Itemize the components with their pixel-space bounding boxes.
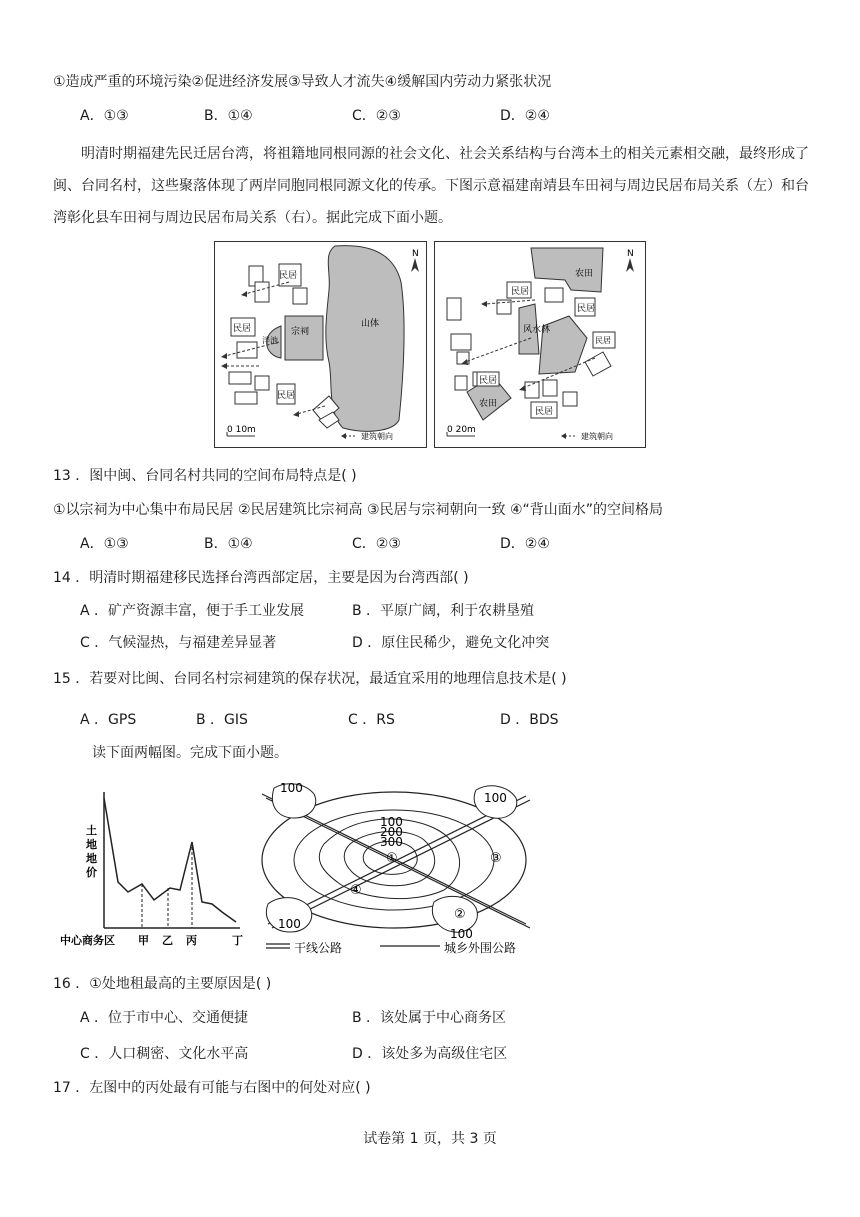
q16-option-b: B ．该处属于中心商务区: [352, 1010, 507, 1026]
q14-option-b: B ．平原广阔，利于农耕垦殖: [352, 603, 535, 619]
q15-stem: 15 ．若要对比闽、台同名村宗祠建筑的保存状况，最适宜采用的地理信息技术是( ): [53, 671, 567, 687]
q16-option-c: C ．人口稠密、文化水平高: [80, 1046, 249, 1062]
nanjing-village-map: [214, 241, 427, 448]
intro-2: 读下面两幅图。完成下面小题。: [92, 745, 288, 761]
legend-left: 建筑朝向: [361, 432, 393, 441]
mountain-label: 山体: [361, 319, 380, 329]
house-label-1: 民居: [279, 271, 298, 281]
scale-right: 0 20m: [447, 425, 476, 435]
q14-option-d: D ．原住民稀少，避免文化冲突: [352, 635, 550, 651]
north-arrow-icon: [626, 258, 634, 272]
marker-3: ③: [490, 851, 502, 866]
q14-stem: 14 ．明清时期福建移民选择台湾西部定居，主要是因为台湾西部( ): [53, 570, 469, 586]
fengshui-label: 风水林: [523, 325, 551, 335]
house-label-r3: 民居: [595, 336, 611, 345]
house-label-2: 民居: [233, 324, 252, 334]
marker-4: ④: [350, 883, 362, 898]
q13-option-c: C．②③: [352, 536, 401, 552]
ylabel-char-1: 土: [86, 824, 97, 837]
contour-label-300: 300: [380, 835, 403, 849]
q15-option-c: C ．RS: [348, 712, 395, 728]
north-label-right: N: [627, 249, 634, 259]
intro-paragraph: 明清时期福建先民迁居台湾，将祖籍地同根同源的社会文化、社会关系结构与台湾本土的相关元素相交融，最终形成了闽、台同名村，这些聚落体现了两岸同胞同根同源文化的传承。下图示意福建南靖县车田祠与周边民居布局关系（左）和台湾彰化县车田祠与周边民居布局关系（右）。据此完成下面小题。: [53, 146, 809, 226]
legend-trunk-road: 干线公路: [294, 941, 343, 955]
ylabel-char-2: 地: [86, 838, 97, 851]
contour-label-100: 100: [380, 815, 403, 829]
q12-option-b: B．①④: [204, 108, 253, 124]
contour-label-200: 200: [380, 825, 403, 839]
land-price-chart: [54, 772, 248, 952]
legend-right: 建筑朝向: [581, 432, 613, 441]
xlabel-yi: 乙: [162, 934, 173, 947]
house-label-r2: 民居: [577, 304, 596, 314]
q15-option-b: B ．GIS: [196, 712, 248, 728]
contour-label-nw: 100: [280, 781, 303, 795]
xlabel-bing: 丙: [186, 934, 197, 947]
q15-option-a: A ．GPS: [80, 712, 137, 728]
price-curve: [104, 798, 236, 922]
north-label-left: N: [412, 249, 419, 259]
q13-stem: 13 ．图中闽、台同名村共同的空间布局特点是( ): [53, 468, 357, 484]
marker-2: ②: [454, 907, 466, 922]
scale-left: 0 10m: [227, 425, 256, 435]
house-label-r5: 民居: [535, 407, 554, 417]
q13-option-a: A．①③: [80, 536, 129, 552]
contour-label-se: 100: [450, 927, 473, 941]
contour-label-sw: 100: [278, 917, 301, 931]
house-label-r4: 民居: [479, 376, 498, 386]
q12-stem: ①造成严重的环境污染②促进经济发展③导致人才流失④缓解国内劳动力紧张状况: [53, 74, 552, 90]
page-footer: 试卷第 1 页，共 3 页: [363, 1131, 497, 1147]
q13-option-d: D．②④: [500, 536, 550, 552]
q16-option-d: D ．该处多为高级住宅区: [352, 1046, 508, 1062]
q17-stem: 17 ．左图中的丙处最有可能与右图中的何处对应( ): [53, 1080, 371, 1096]
farmland-label-1: 农田: [575, 269, 594, 279]
city-rent-map: [254, 774, 544, 960]
zongci-label: 宗祠: [291, 327, 310, 337]
q12-option-d: D．②④: [500, 108, 550, 124]
house-label-r1: 民居: [511, 287, 530, 297]
q13-items: ①以宗祠为中心集中布局民居 ②民居建筑比宗祠高 ③民居与宗祠朝向一致 ④“背山面水”的空间格局: [53, 502, 664, 518]
xlabel-ding: 丁: [232, 934, 243, 947]
q16-option-a: A ．位于市中心、交通便捷: [80, 1010, 249, 1026]
q12-option-a: A．①③: [80, 108, 129, 124]
farmland-label-2: 农田: [479, 399, 498, 409]
legend-ring-road: 城乡外围公路: [444, 941, 517, 955]
q12-option-c: C．②③: [352, 108, 401, 124]
q13-option-b: B．①④: [204, 536, 253, 552]
ylabel-char-4: 价: [86, 866, 97, 879]
q16-stem: 16 ．①处地租最高的主要原因是( ): [53, 976, 272, 992]
xlabel-jia: 甲: [138, 934, 149, 947]
ylabel-char-3: 地: [86, 852, 97, 865]
xlabel-cbd: 中心商务区: [60, 934, 115, 947]
north-arrow-icon: [411, 258, 419, 272]
q15-option-d: D ．BDS: [500, 712, 559, 728]
zhanghua-village-map: [434, 241, 646, 448]
q14-option-a: A ．矿产资源丰富，便于手工业发展: [80, 603, 305, 619]
pond-label: 泮池: [262, 336, 278, 345]
contour-label-ne: 100: [484, 791, 507, 805]
house-label-3: 民居: [277, 391, 296, 401]
marker-1: ①: [386, 851, 398, 866]
q14-option-c: C ．气候湿热，与福建差异显著: [80, 635, 277, 651]
